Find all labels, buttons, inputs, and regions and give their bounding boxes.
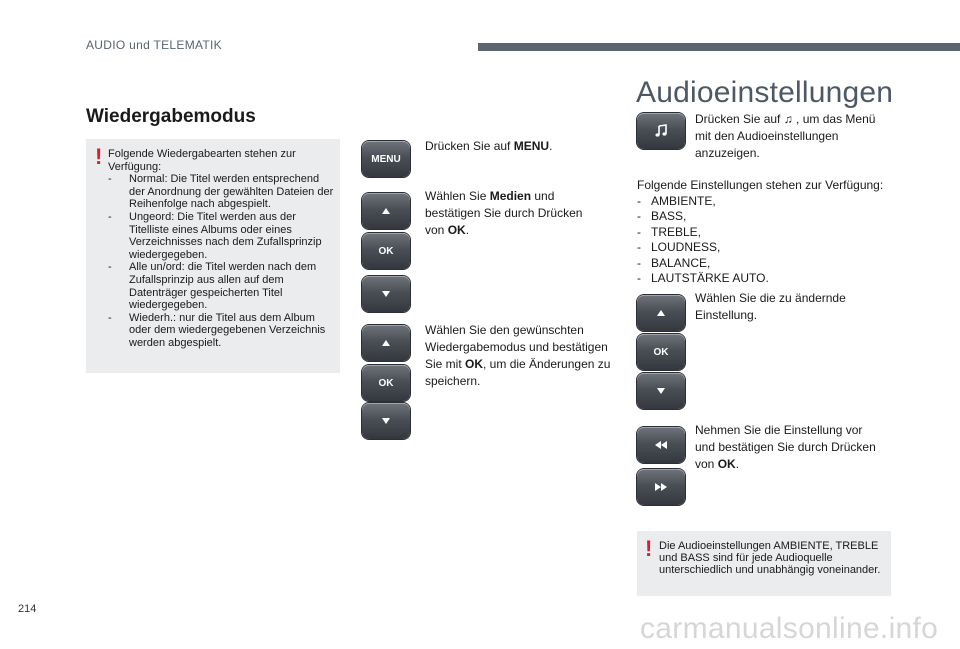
music-note-button[interactable] [637, 113, 685, 149]
list-item-text: BALANCE, [651, 255, 711, 270]
section-title-audioeinstellungen: Audioeinstellungen [636, 76, 894, 109]
header-title: AUDIO und TELEMATIK [86, 38, 222, 52]
ok-button[interactable]: OK [362, 365, 410, 401]
page-number: 214 [18, 603, 37, 615]
list-item-text: AMBIENTE, [651, 193, 716, 208]
step-text: Drücken Sie auf [695, 112, 784, 126]
up-arrow-button[interactable] [362, 325, 410, 361]
menu-button[interactable]: MENU [362, 141, 410, 177]
note-item-text: Wiederh.: nur die Titel aus dem Album oder dem wiedergegebenen Verzeichnis werden abgespielt. [129, 311, 326, 349]
arrow-down-icon [381, 290, 391, 298]
step-text: , um die Änderungen zu speichern. [425, 357, 611, 388]
note-text [108, 148, 336, 350]
settings-list [637, 178, 897, 287]
warning-icon: ! [95, 144, 103, 169]
note-intro: Folgende Wiedergabearten stehen zur Verfügung: [108, 148, 296, 173]
arrow-up-icon [381, 339, 391, 347]
step-select-media [425, 188, 595, 239]
list-item: - TREBLE, [637, 224, 702, 239]
note-item-text: Normal: Die Titel werden entsprechend der Anordnung der gewählten Dateien der Reihenfolge nach abgespielt. [129, 173, 334, 211]
step-select-playback-mode [425, 322, 615, 390]
music-note-icon [654, 124, 668, 138]
watermark: carmanualsonline.info [640, 612, 939, 645]
note-item-text: Alle un/ord: die Titel werden nach dem Zufallsprinzip aus allen auf dem Datenträger gespeicherten Titel wiedergegeben. [129, 261, 317, 312]
step-open-audio-settings [695, 111, 885, 162]
list-item-text: BASS, [651, 209, 687, 223]
list-item: - LOUDNESS, [637, 240, 721, 254]
list-item-text: LOUDNESS, [651, 240, 721, 254]
note-text: Die Audioeinstellungen AMBIENTE, TREBLE und BASS sind für jede Audioquelle unterschiedlich und unabhängig voneinander. [659, 540, 881, 577]
step-adjust-setting [695, 422, 885, 473]
step-bold: OK [447, 223, 466, 237]
list-item-text: TREBLE, [651, 224, 702, 239]
arrow-up-icon [381, 207, 391, 215]
arrow-down-icon [656, 387, 666, 395]
note-item: - Ungeord: Die Titel werden aus der Titelliste eines Albums oder eines Verzeichnisses nach dem Zufallsprinzip wiedergegeben. [108, 211, 336, 261]
down-arrow-button[interactable] [637, 373, 685, 409]
note-box-playback-modes [86, 139, 340, 373]
list-item: - BALANCE, [637, 255, 711, 270]
ok-button[interactable]: OK [362, 233, 410, 269]
step-text: Wählen Sie [425, 189, 490, 203]
step-text: und bestätigen Sie durch Drücken von [425, 189, 583, 237]
note-item: - Alle un/ord: die Titel werden nach dem Zufallsprinzip aus allen auf dem Datenträger gespeicherten Titel wiedergegeben. [108, 261, 336, 311]
up-arrow-button[interactable] [362, 193, 410, 229]
arrow-down-icon [381, 417, 391, 425]
list-item: - AMBIENTE, [637, 193, 716, 208]
down-arrow-button[interactable] [362, 403, 410, 439]
note-item: - Wiederh.: nur die Titel aus dem Album oder dem wiedergegebenen Verzeichnis werden abgespielt. [108, 312, 336, 350]
note-item-text: Ungeord: Die Titel werden aus der Titelliste eines Albums oder eines Verzeichnisses nach dem Zufallsprinzip wiedergegeben. [129, 210, 322, 261]
step-text: . [549, 139, 553, 153]
step-text: . [465, 223, 470, 237]
arrow-up-icon [656, 309, 666, 317]
step-text: , um das Menü mit den Audioeinstellungen anzuzeigen. [695, 112, 876, 160]
section-title-wiedergabemodus: Wiedergabemodus [86, 106, 256, 127]
step-bold: OK [465, 357, 484, 371]
music-note-symbol: ♫ [783, 112, 793, 126]
step-text: Nehmen Sie die Einstellung vor und bestätigen Sie durch Drücken von [695, 423, 876, 471]
step-text: Wählen Sie den gewünschten Wiedergabemodus und bestätigen Sie mit [425, 323, 608, 371]
fast-forward-button[interactable] [637, 469, 685, 505]
settings-list-intro: Folgende Einstellungen stehen zur Verfügung: [637, 178, 884, 192]
warning-icon: ! [645, 536, 653, 561]
step-bold: MENU [513, 139, 550, 153]
step-select-setting: Wählen Sie die zu ändernde Einstellung. [695, 291, 846, 322]
ok-button[interactable]: OK [637, 334, 685, 370]
step-text: Drücken Sie auf [425, 139, 514, 153]
note-box-audio-settings [637, 531, 891, 596]
step-bold: Medien [489, 189, 532, 203]
note-item: - Normal: Die Titel werden entsprechend der Anordnung der gewählten Dateien der Reihenfolge nach abgespielt. [108, 173, 336, 211]
fast-forward-icon [654, 483, 668, 491]
rewind-icon [654, 441, 668, 449]
down-arrow-button[interactable] [362, 276, 410, 312]
header-bar [478, 43, 960, 51]
step-press-menu [425, 138, 615, 155]
rewind-button[interactable] [637, 427, 685, 463]
step-text: . [735, 457, 740, 471]
list-item: - BASS, [637, 209, 687, 223]
list-item-text: LAUTSTÄRKE AUTO. [651, 271, 769, 285]
list-item: - LAUTSTÄRKE AUTO. [637, 271, 769, 285]
up-arrow-button[interactable] [637, 295, 685, 331]
step-bold: OK [717, 457, 736, 471]
